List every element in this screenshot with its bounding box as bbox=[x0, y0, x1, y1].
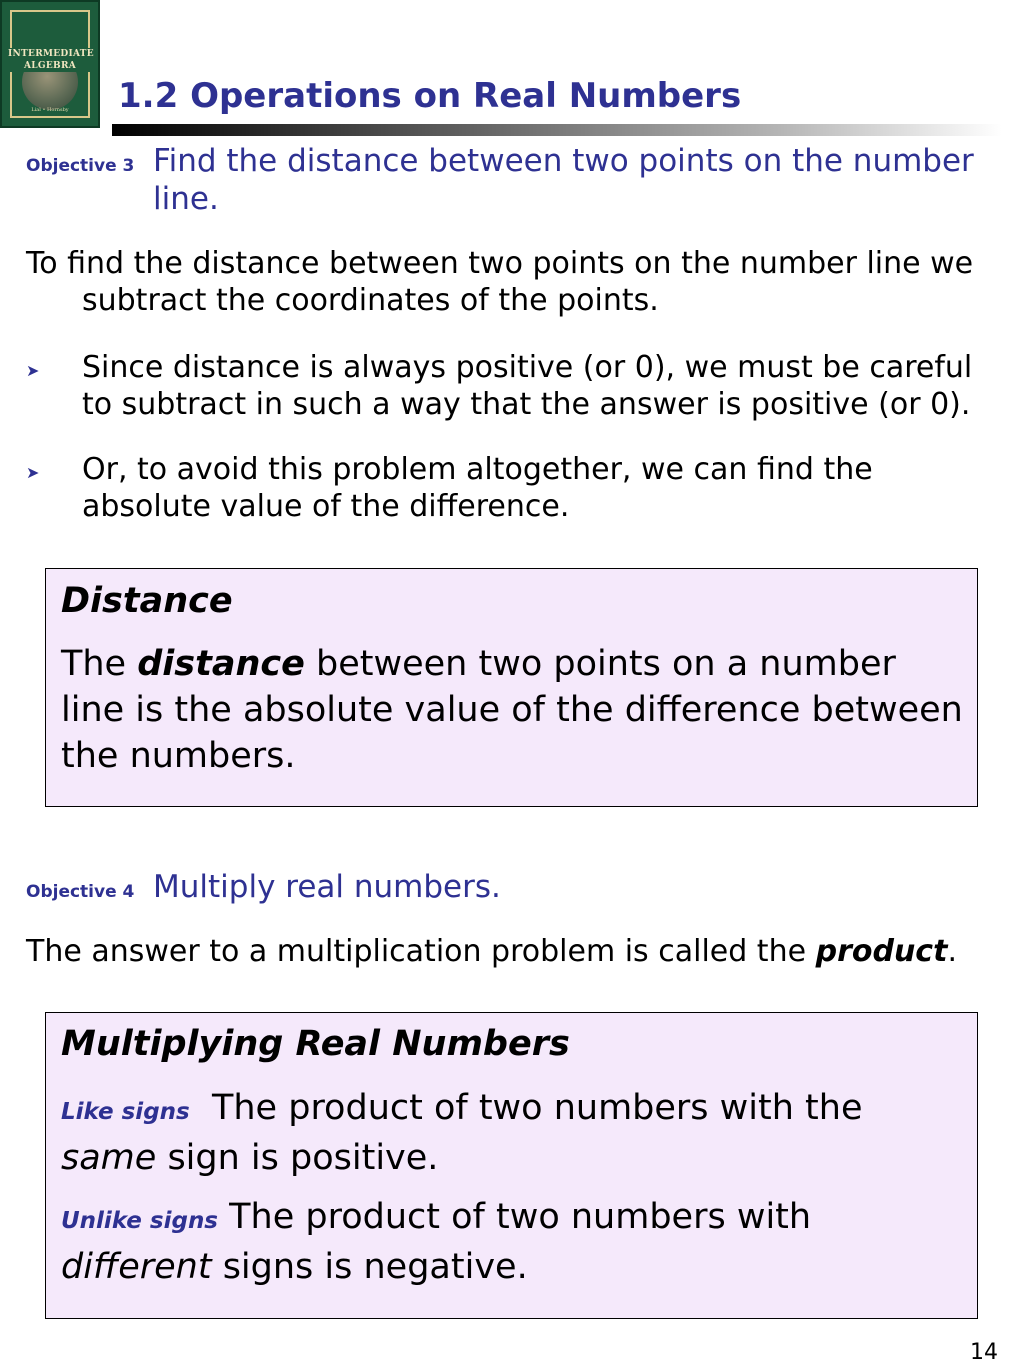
unlike-signs-text-prefix: The product of two numbers with bbox=[229, 1197, 812, 1237]
distance-definition-box bbox=[45, 568, 978, 807]
like-signs-text-rest: sign is positive. bbox=[156, 1138, 439, 1178]
product-term: product bbox=[815, 934, 948, 969]
objective-4-label: Objective 4 bbox=[26, 882, 135, 902]
like-signs-rule bbox=[61, 1085, 966, 1181]
distance-box-text bbox=[61, 641, 966, 779]
objective-3-text: Find the distance between two points on the number line. bbox=[153, 143, 974, 217]
like-signs-text-prefix: The product of two numbers with the bbox=[212, 1088, 863, 1128]
product-sentence-prefix: The answer to a multiplication problem is called the bbox=[26, 934, 816, 969]
product-sentence-suffix: . bbox=[947, 934, 957, 969]
multiply-box-title: Multiplying Real Numbers bbox=[61, 1024, 570, 1064]
objective-3-label: Objective 3 bbox=[26, 156, 135, 176]
slide-title: 1.2 Operations on Real Numbers bbox=[118, 76, 742, 116]
distance-text-rest: between two points on a number line is the absolute value of the difference between the numbers. bbox=[61, 644, 963, 776]
distance-text-prefix: The bbox=[61, 644, 138, 684]
unlike-signs-rule bbox=[61, 1194, 966, 1290]
arrowhead-bullet-icon: ➤ bbox=[26, 361, 40, 380]
cover-title-line1: INTERMEDIATE bbox=[8, 49, 94, 59]
product-sentence bbox=[26, 933, 996, 970]
unlike-signs-text-rest: signs is negative. bbox=[211, 1247, 528, 1287]
unlike-signs-label: Unlike signs bbox=[61, 1208, 219, 1234]
bullet-2-text: Or, to avoid this problem altogether, we can find the absolute value of the difference. bbox=[82, 452, 873, 524]
unlike-signs-emphasis: different bbox=[61, 1247, 212, 1287]
distance-box-title: Distance bbox=[61, 581, 233, 621]
multiplying-rules-box bbox=[45, 1012, 978, 1319]
cover-title bbox=[8, 48, 92, 72]
textbook-cover-logo bbox=[0, 0, 100, 128]
cover-authors: Lial • Hornsby bbox=[31, 107, 69, 113]
cover-title-line2: ALGEBRA bbox=[23, 61, 77, 71]
objective-4-text: Multiply real numbers. bbox=[153, 869, 501, 905]
arrowhead-bullet-icon: ➤ bbox=[26, 463, 40, 482]
intro-paragraph: To find the distance between two points on the number line we subtract the coordinates of the points. bbox=[26, 246, 974, 318]
title-gradient-rule bbox=[112, 124, 1002, 136]
like-signs-label: Like signs bbox=[61, 1099, 190, 1125]
distance-term: distance bbox=[137, 644, 305, 684]
like-signs-emphasis: same bbox=[61, 1138, 157, 1178]
page-number: 14 bbox=[970, 1340, 998, 1365]
bullet-1-text: Since distance is always positive (or 0), we must be careful to subtract in such a way that the answer is positive (or 0). bbox=[82, 350, 973, 422]
